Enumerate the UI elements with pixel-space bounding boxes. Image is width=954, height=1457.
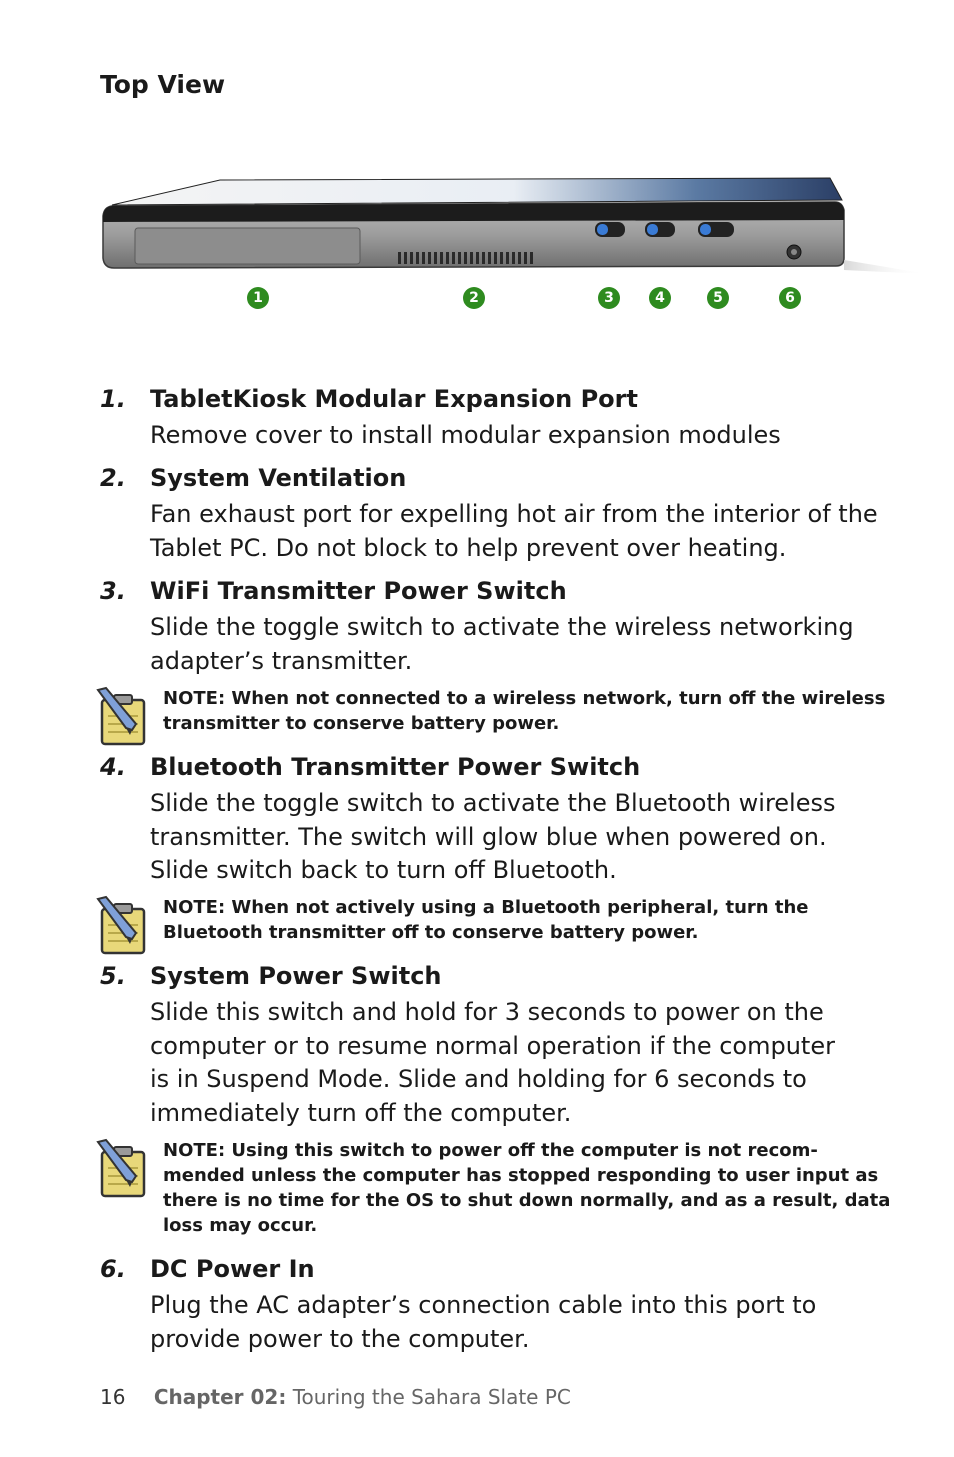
note-text: NOTE: When not actively using a Bluetooth peripheral, turn the Bluetooth transmitter off to conserve battery power. bbox=[163, 897, 809, 943]
item-description: Slide the toggle switch to activate the Bluetooth wireless transmitter. The switch will glow blue when powered on. Slide switch back to turn off Bluetooth. bbox=[150, 789, 836, 884]
note-text: NOTE: Using this switch to power off the computer is not recom- mended unless the computer has stopped responding to user input as there is no time for the OS to shut down normally, and as a result, data loss may occur. bbox=[163, 1140, 891, 1236]
item-title: Bluetooth Transmitter Power Switch bbox=[150, 753, 641, 781]
item-title: TabletKiosk Modular Expansion Port bbox=[150, 385, 638, 413]
item-number: 3. bbox=[100, 577, 126, 605]
item-description: Remove cover to install modular expansion modules bbox=[150, 421, 781, 449]
item-number: 2. bbox=[100, 464, 126, 492]
item-description: Slide this switch and hold for 3 seconds to power on the computer or to resume normal operation if the computer is in Suspend Mode. Slide and holding for 6 seconds to immediately turn off the computer. bbox=[150, 998, 835, 1127]
note-text: NOTE: When not connected to a wireless network, turn off the wireless transmitter to conserve battery power. bbox=[163, 688, 886, 734]
page-footer bbox=[100, 1385, 571, 1409]
item-title: DC Power In bbox=[150, 1255, 315, 1283]
item-number: 4. bbox=[100, 753, 126, 781]
chapter-name: Touring the Sahara Slate PC bbox=[292, 1385, 571, 1409]
notepad-icon bbox=[92, 686, 154, 748]
notepad-icon bbox=[92, 895, 154, 957]
section-heading: Top View bbox=[100, 70, 226, 99]
item-number: 6. bbox=[100, 1255, 126, 1283]
callout-1: 1 bbox=[247, 287, 269, 309]
item-number: 5. bbox=[100, 962, 126, 990]
callout-3: 3 bbox=[598, 287, 620, 309]
item-description: Fan exhaust port for expelling hot air from the interior of the Tablet PC. Do not block to help prevent over heating. bbox=[150, 500, 878, 562]
callout-4: 4 bbox=[649, 287, 671, 309]
item-number: 1. bbox=[100, 385, 126, 413]
chapter-label: Chapter 02: bbox=[153, 1385, 287, 1409]
tablet-top-view-image bbox=[100, 170, 930, 280]
callout-5: 5 bbox=[707, 287, 729, 309]
item-description: Plug the AC adapter’s connection cable into this port to provide power to the computer. bbox=[150, 1291, 817, 1353]
item-description: Slide the toggle switch to activate the wireless networking adapter’s transmitter. bbox=[150, 613, 854, 675]
item-title: System Power Switch bbox=[150, 962, 442, 990]
item-title: WiFi Transmitter Power Switch bbox=[150, 577, 567, 605]
page-number: 16 bbox=[100, 1385, 126, 1409]
item-title: System Ventilation bbox=[150, 464, 407, 492]
callout-6: 6 bbox=[779, 287, 801, 309]
callout-2: 2 bbox=[463, 287, 485, 309]
notepad-icon bbox=[92, 1138, 154, 1200]
